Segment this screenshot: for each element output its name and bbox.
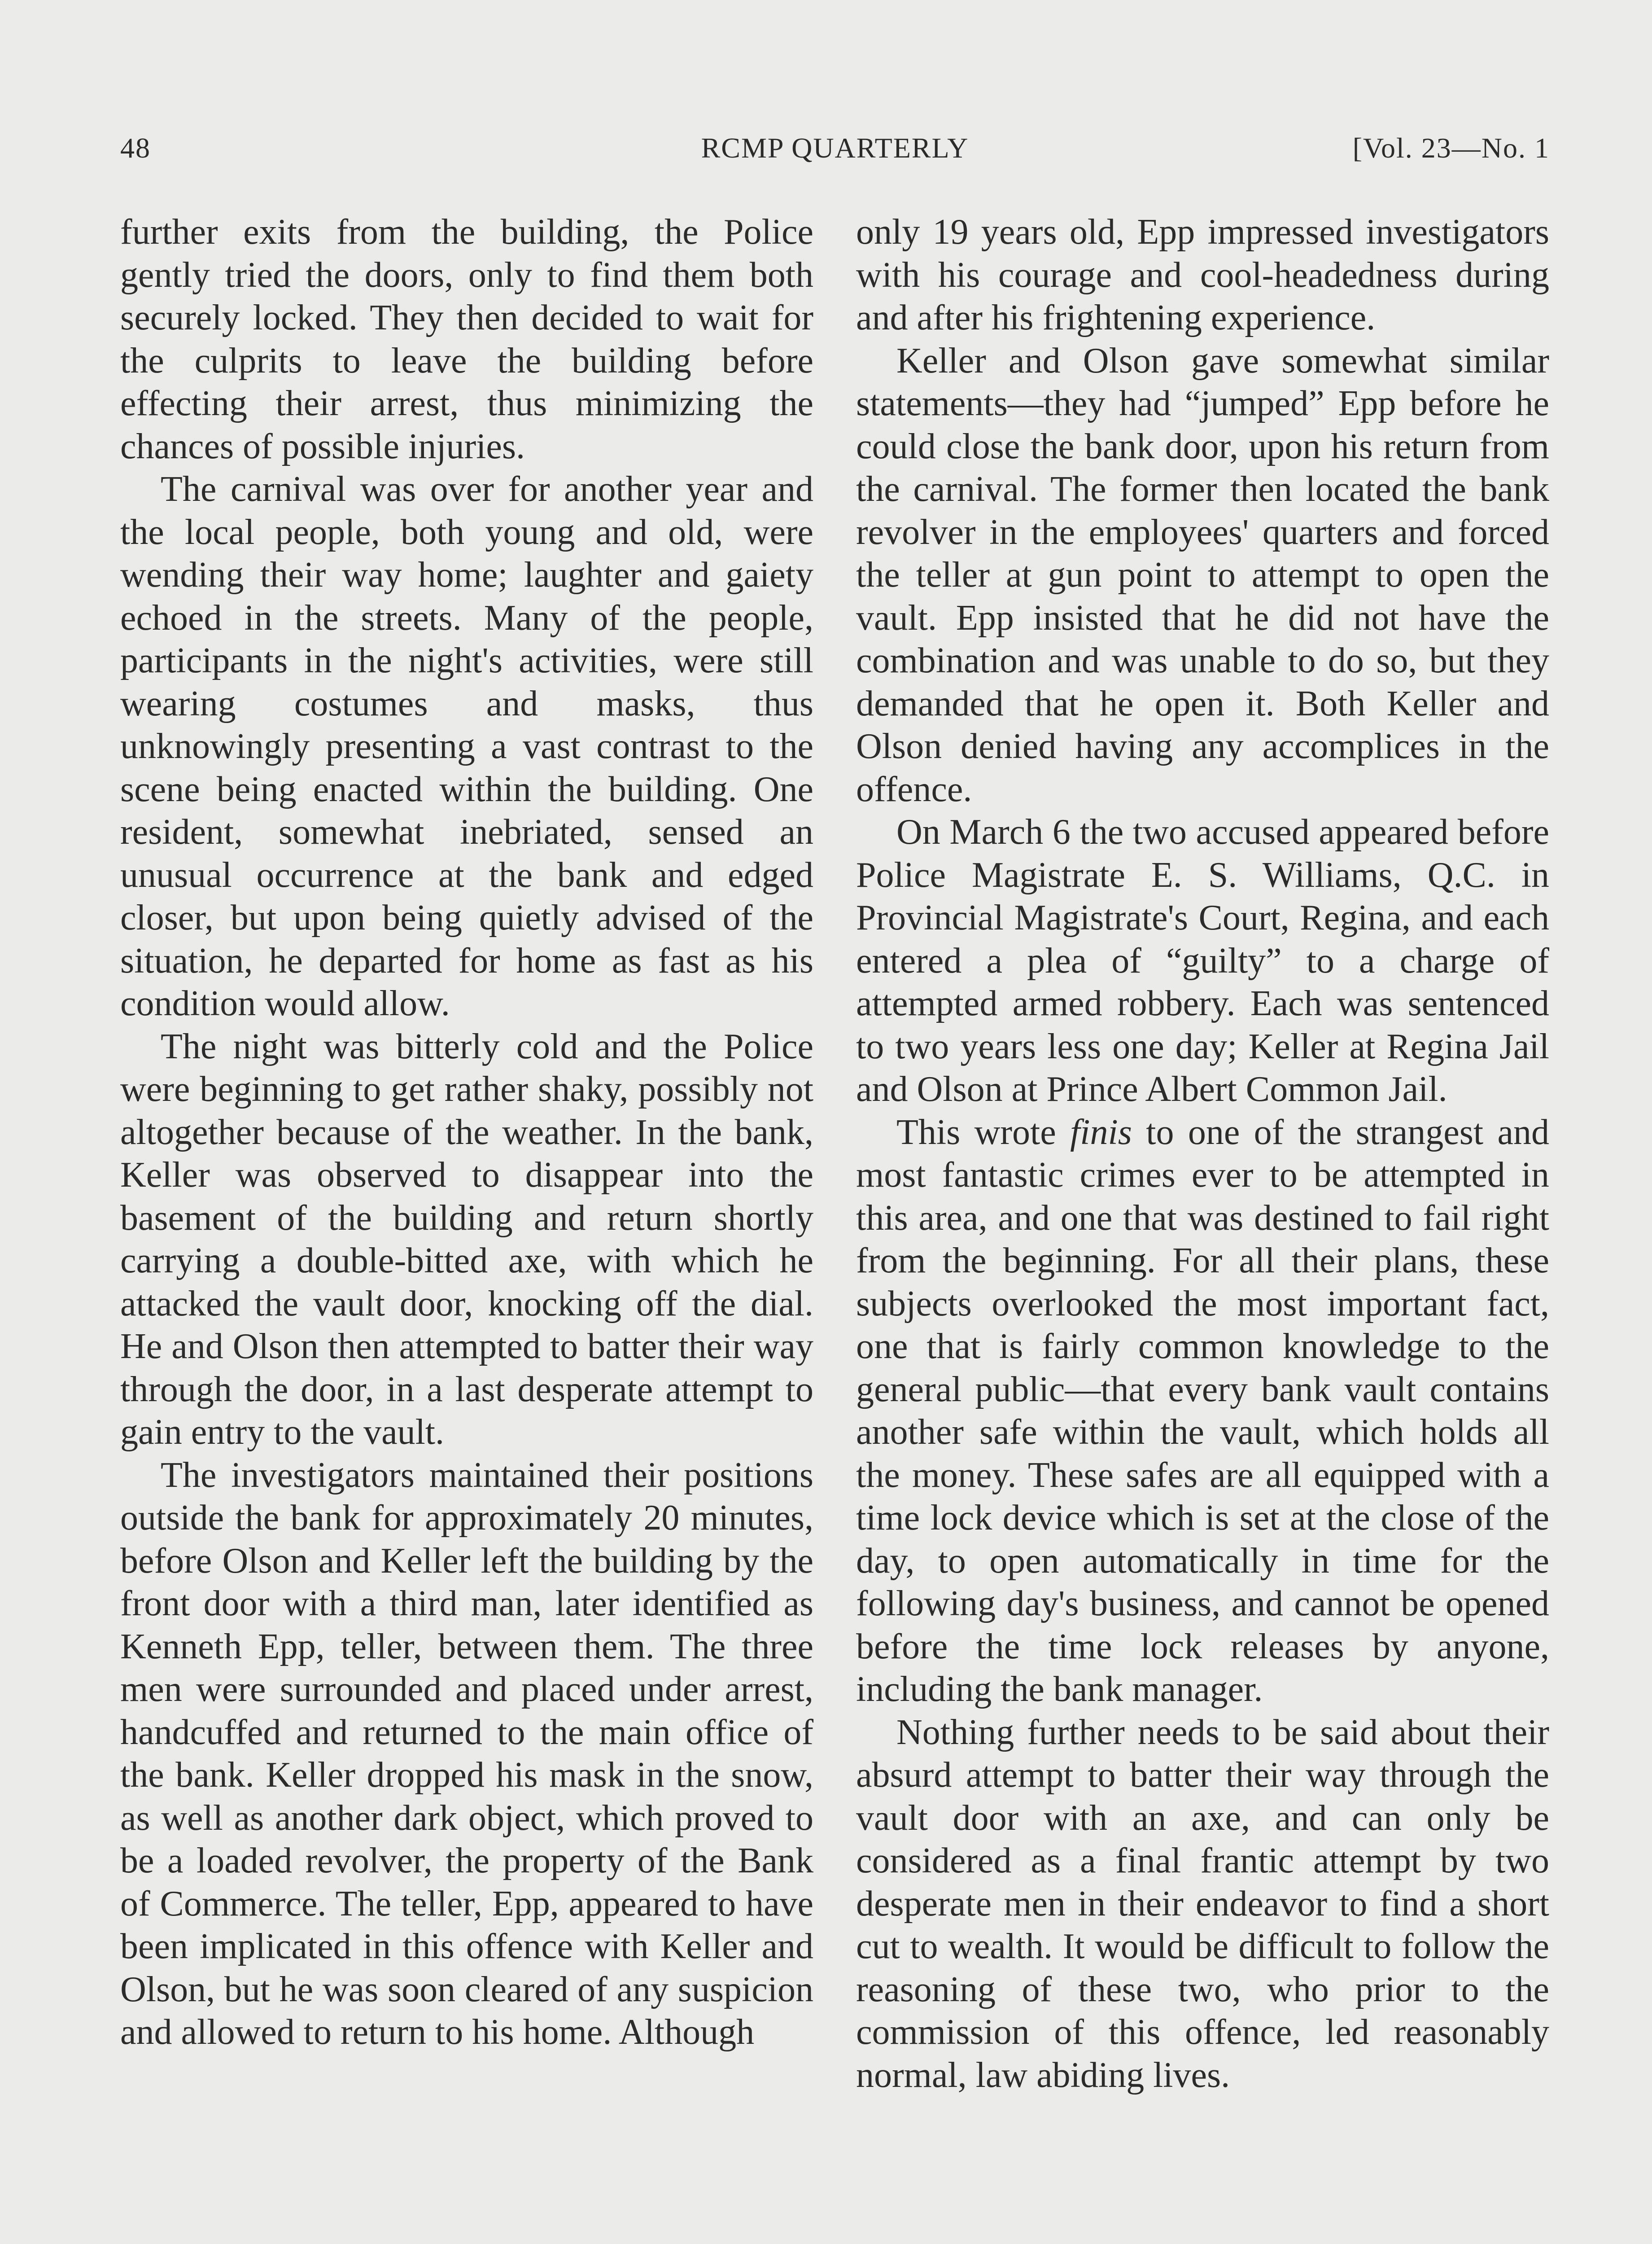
italic-word: finis xyxy=(1070,1112,1132,1152)
paragraph-text: to one of the strangest and most fantastic crimes ever to be attempted in this area, and one that was destined to fail right from the beginning. For all their plans, these subjects overlooked the most important fact, one that is fairly common knowledge to the general public—that every bank vault contains another safe within the vault, which holds all the money. These safes are all equipped with a time lock device which is set at the close of the day, to open automatically in time for the following day's business, and cannot be opened before the time lock releases by anyone, including the bank manager. xyxy=(856,1112,1549,1709)
page-number: 48 xyxy=(120,132,151,164)
left-column xyxy=(120,211,813,2054)
running-header xyxy=(120,128,1550,168)
right-column xyxy=(856,211,1549,2097)
paragraph: The carnival was over for another year and the local people, both young and old, were wending their way home; laughter and gaiety echoed in the streets. Many of the people, participants in the night's activities, were still wearing costumes and masks, thus unknowingly presenting a vast contrast to the scene being enacted within the building. One resident, somewhat inebriated, sensed an unusual occurrence at the bank and edged closer, but upon being quietly advised of the situation, he departed for home as fast as his condition would allow. xyxy=(120,469,813,1023)
issue-label: [Vol. 23—No. 1 xyxy=(1352,132,1550,164)
paragraph: On March 6 the two accused appeared before Police Magistrate E. S. Williams, Q.C. in Provincial Magistrate's Court, Regina, and each entered a plea of “guilty” to a charge of attempted armed robbery. Each was sentenced to two years less one day; Keller at Regina Jail and Olson at Prince Albert Common Jail. xyxy=(856,812,1549,1109)
paragraph: The night was bitterly cold and the Police were beginning to get rather shaky, possibly not altogether because of the weather. In the bank, Keller was observed to disappear into the basement of the building and return shortly carrying a double-bitted axe, with which he attacked the vault door, knocking off the dial. He and Olson then attempted to batter their way through the door, in a last desperate attempt to gain entry to the vault. xyxy=(120,1026,813,1452)
paragraph: The investigators maintained their positions outside the bank for approximately 20 minutes, before Olson and Keller left the building by the front door with a third man, later identified as Kenneth Epp, teller, between them. The three men were surrounded and placed under arrest, handcuffed and returned to the main office of the bank. Keller dropped his mask in the snow, as well as another dark object, which proved to be a loaded revolver, the property of the Bank of Commerce. The teller, Epp, appeared to have been implicated in this offence with Keller and Olson, but he was soon cleared of any suspicion and allowed to return to his home. Although xyxy=(120,1455,813,2052)
paragraph-text: This wrote xyxy=(896,1112,1071,1152)
paragraph: only 19 years old, Epp impressed investigators with his courage and cool-headedness during and after his frightening experience. xyxy=(856,212,1549,337)
journal-title: RCMP QUARTERLY xyxy=(701,132,969,164)
paragraph: further exits from the building, the Police gently tried the doors, only to find them both securely locked. They then decided to wait for the culprits to leave the building before effecting their arrest, thus minimizing the chances of possible injuries. xyxy=(120,212,813,466)
paragraph: Keller and Olson gave somewhat similar statements—they had “jumped” Epp before he could close the bank door, upon his return from the carnival. The former then located the bank revolver in the employees' quarters and forced the teller at gun point to attempt to open the vault. Epp insisted that he did not have the combination and was unable to do so, but they demanded that he open it. Both Keller and Olson denied having any accomplices in the offence. xyxy=(856,341,1549,809)
paragraph: Nothing further needs to be said about their absurd attempt to batter their way through the vault door with an axe, and can only be considered as a final frantic attempt by two desperate men in their endeavor to find a short cut to wealth. It would be difficult to follow the reasoning of these two, who prior to the commission of this offence, led reasonably normal, law abiding lives. xyxy=(856,1712,1549,2095)
paragraph xyxy=(856,1111,1549,1711)
